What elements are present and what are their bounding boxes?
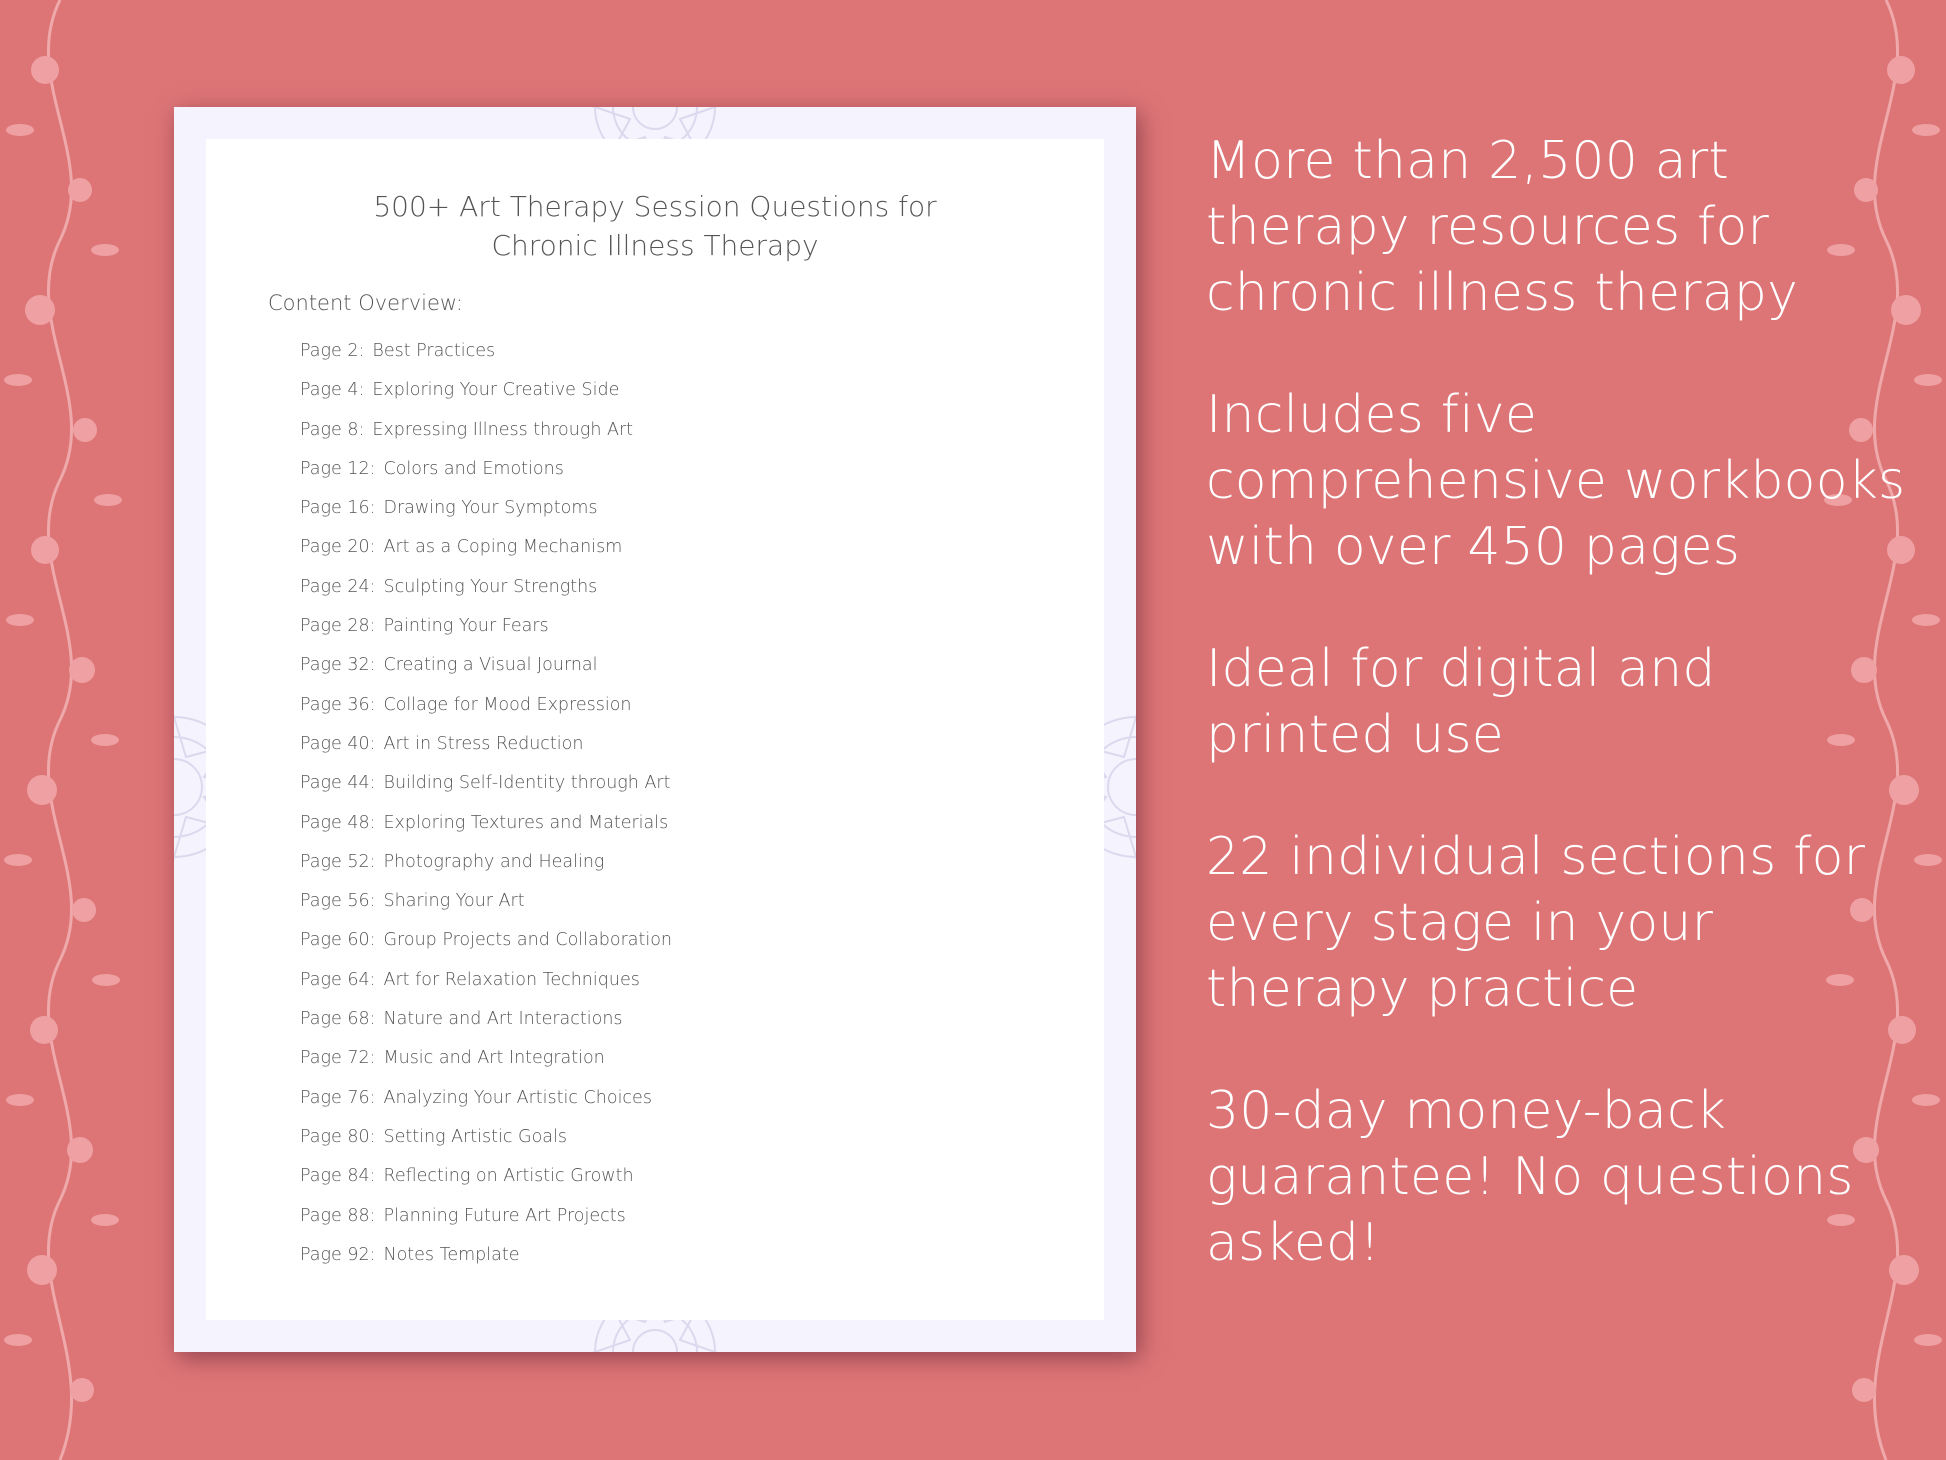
toc-item [300, 852, 672, 891]
toc-page-number: Page 64: [300, 969, 376, 990]
toc-page-number: Page 92: [300, 1244, 376, 1265]
toc-section-title: Sculpting Your Strengths [383, 576, 598, 597]
toc-page-number: Page 40: [300, 733, 376, 754]
toc-section-title: Planning Future Art Projects [383, 1205, 626, 1226]
toc-page-number: Page 28: [300, 616, 376, 637]
feature-item: Ideal for digital and printed use [1206, 639, 1716, 765]
toc-section-title: Exploring Your Creative Side [372, 380, 620, 401]
toc-page-number: Page 80: [300, 1126, 376, 1147]
toc-item [300, 1127, 672, 1166]
toc-section-title: Analyzing Your Artistic Choices [383, 1087, 652, 1108]
document-page [206, 139, 1104, 1320]
toc-section-title: Reflecting on Artistic Growth [383, 1166, 634, 1187]
toc-section-title: Photography and Healing [383, 851, 605, 872]
toc-section-title: Creating a Visual Journal [383, 655, 598, 676]
toc-item [300, 655, 672, 694]
toc-section-title: Art in Stress Reduction [383, 733, 584, 754]
feature-item: Includes five comprehensive workbooks with over 450 pages [1206, 385, 1906, 577]
toc-item [300, 1088, 672, 1127]
toc-item [300, 891, 672, 930]
toc-page-number: Page 68: [300, 1009, 376, 1030]
toc-item [300, 537, 672, 576]
toc-item [300, 1009, 672, 1048]
toc-section-title: Collage for Mood Expression [383, 694, 632, 715]
toc-page-number: Page 84: [300, 1166, 376, 1187]
toc-page-number: Page 44: [300, 773, 376, 794]
toc-page-number: Page 60: [300, 930, 376, 951]
toc-item [300, 577, 672, 616]
toc-section-title: Group Projects and Collaboration [383, 930, 673, 951]
toc-page-number: Page 48: [300, 812, 376, 833]
document-title [206, 187, 1104, 265]
feature-item: 22 individual sections for every stage in your therapy practice [1206, 827, 1866, 1019]
toc-section-title: Sharing Your Art [383, 891, 525, 912]
toc-item [300, 1048, 672, 1087]
toc-section-title: Best Practices [372, 341, 496, 361]
document-title-line-1: 500+ Art Therapy Session Questions for [373, 190, 937, 223]
toc-section-title: Music and Art Integration [383, 1048, 605, 1069]
toc-item [300, 734, 672, 773]
toc-section-title: Colors and Emotions [383, 458, 564, 479]
toc-item [300, 616, 672, 655]
document-preview [174, 107, 1136, 1352]
toc-page-number: Page 88: [300, 1205, 376, 1226]
toc-section-title: Expressing Illness through Art [372, 419, 633, 440]
toc-item [300, 773, 672, 812]
toc-page-number: Page 52: [300, 851, 376, 872]
toc-page-number: Page 76: [300, 1087, 376, 1108]
toc-page-number: Page 20: [300, 537, 376, 558]
toc-section-title: Setting Artistic Goals [383, 1126, 568, 1147]
toc-page-number: Page 8: [300, 419, 365, 440]
toc-section-title: Art as a Coping Mechanism [383, 537, 623, 558]
content-overview-label: Content Overview: [268, 291, 463, 315]
toc-page-number: Page 4: [300, 380, 365, 401]
toc-page-number: Page 12: [300, 458, 376, 479]
toc-item [300, 695, 672, 734]
toc-page-number: Page 56: [300, 891, 376, 912]
toc-section-title: Painting Your Fears [383, 616, 549, 637]
toc-item [300, 498, 672, 537]
toc-item [300, 1166, 672, 1205]
toc-item [300, 930, 672, 969]
toc-page-number: Page 24: [300, 576, 376, 597]
toc-page-number: Page 2: [300, 341, 365, 361]
toc-page-number: Page 72: [300, 1048, 376, 1069]
toc-page-number: Page 36: [300, 694, 376, 715]
toc-page-number: Page 32: [300, 655, 376, 676]
feature-item: More than 2,500 art therapy resources for chronic illness therapy [1206, 131, 1799, 323]
toc-item [300, 1245, 672, 1284]
toc-section-title: Building Self-Identity through Art [383, 773, 671, 794]
toc-item [300, 970, 672, 1009]
toc-item [300, 459, 672, 498]
document-title-line-2: Chronic Illness Therapy [491, 229, 819, 262]
feature-list [1206, 128, 1906, 1332]
toc-section-title: Exploring Textures and Materials [383, 812, 669, 833]
toc-item [300, 1206, 672, 1245]
toc-page-number: Page 16: [300, 498, 376, 519]
toc-section-title: Notes Template [383, 1244, 520, 1265]
toc-item [300, 380, 672, 419]
toc-item [300, 813, 672, 852]
toc-item [300, 341, 672, 380]
table-of-contents [300, 341, 672, 1284]
toc-section-title: Nature and Art Interactions [383, 1009, 623, 1030]
feature-item: 30-day money-back guarantee! No questions asked! [1206, 1081, 1854, 1273]
toc-item [300, 420, 672, 459]
floral-vine-left [0, 0, 130, 1460]
toc-section-title: Drawing Your Symptoms [383, 498, 598, 519]
toc-section-title: Art for Relaxation Techniques [383, 969, 640, 990]
